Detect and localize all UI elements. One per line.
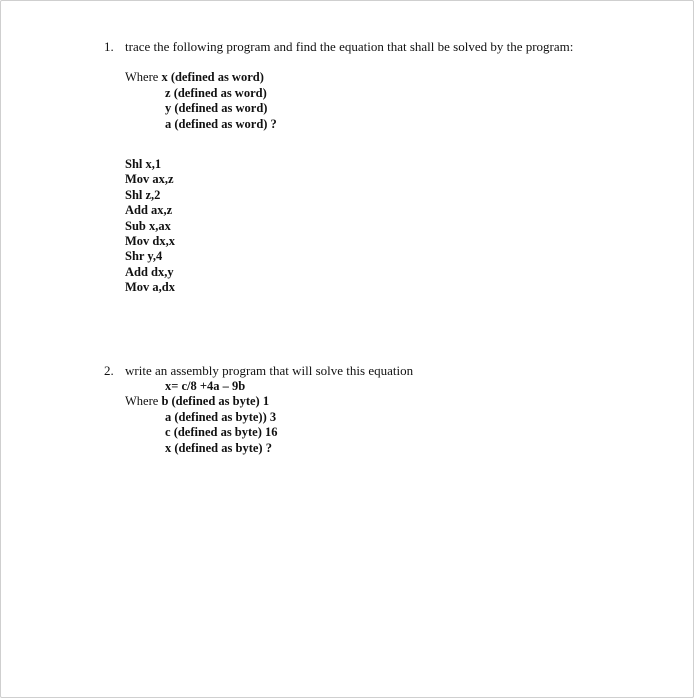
var-name: x [165, 440, 172, 455]
var-name: a [165, 116, 172, 131]
question-2-number: 2. [104, 363, 114, 378]
var-def: (defined as word) [174, 101, 268, 115]
var-name: x [161, 70, 168, 84]
question-1-text: trace the following program and find the equation that shall be solved by the program: [125, 39, 574, 54]
code-listing [125, 157, 175, 296]
where-label: Where [125, 394, 159, 408]
question-1-number: 1. [104, 39, 114, 54]
var-def: (defined as byte)) 3 [174, 409, 277, 424]
var-name: b [161, 394, 169, 408]
question-2 [104, 363, 413, 379]
code-line: Shr y,4 [125, 249, 163, 264]
var-row [125, 86, 277, 102]
var-row [125, 70, 277, 86]
var-row [125, 441, 278, 457]
var-row [125, 117, 277, 133]
var-def: (defined as byte) 16 [173, 425, 278, 439]
code-line: Sub x,ax [125, 218, 171, 233]
var-name: c [165, 425, 171, 439]
var-row [125, 101, 277, 117]
question-1 [104, 39, 573, 55]
question-2-text: write an assembly program that will solve this equation [125, 363, 414, 378]
var-row [125, 425, 278, 441]
question-1-variables [125, 70, 277, 132]
var-def: (defined as word) [173, 85, 267, 100]
code-line: Add dx,y [125, 264, 174, 279]
var-def: (defined as word) [170, 70, 264, 84]
where-label: Where [125, 70, 159, 84]
code-line: Add ax,z [125, 203, 173, 218]
var-def: (defined as byte) ? [174, 440, 272, 455]
var-row [125, 394, 278, 410]
code-line: Mov ax,z [125, 172, 174, 187]
var-name: z [165, 85, 171, 100]
var-name: a [165, 409, 172, 424]
question-2-variables [125, 394, 278, 456]
code-line: Mov dx,x [125, 234, 175, 249]
var-def: (defined as word) ? [174, 116, 277, 131]
var-def: (defined as byte) 1 [171, 394, 270, 408]
code-line: Mov a,dx [125, 280, 175, 295]
code-line: Shl z,2 [125, 187, 161, 202]
var-row [125, 410, 278, 426]
equation: x= c/8 +4a – 9b [165, 379, 246, 393]
code-line: Shl x,1 [125, 157, 162, 171]
var-name: y [165, 101, 172, 115]
